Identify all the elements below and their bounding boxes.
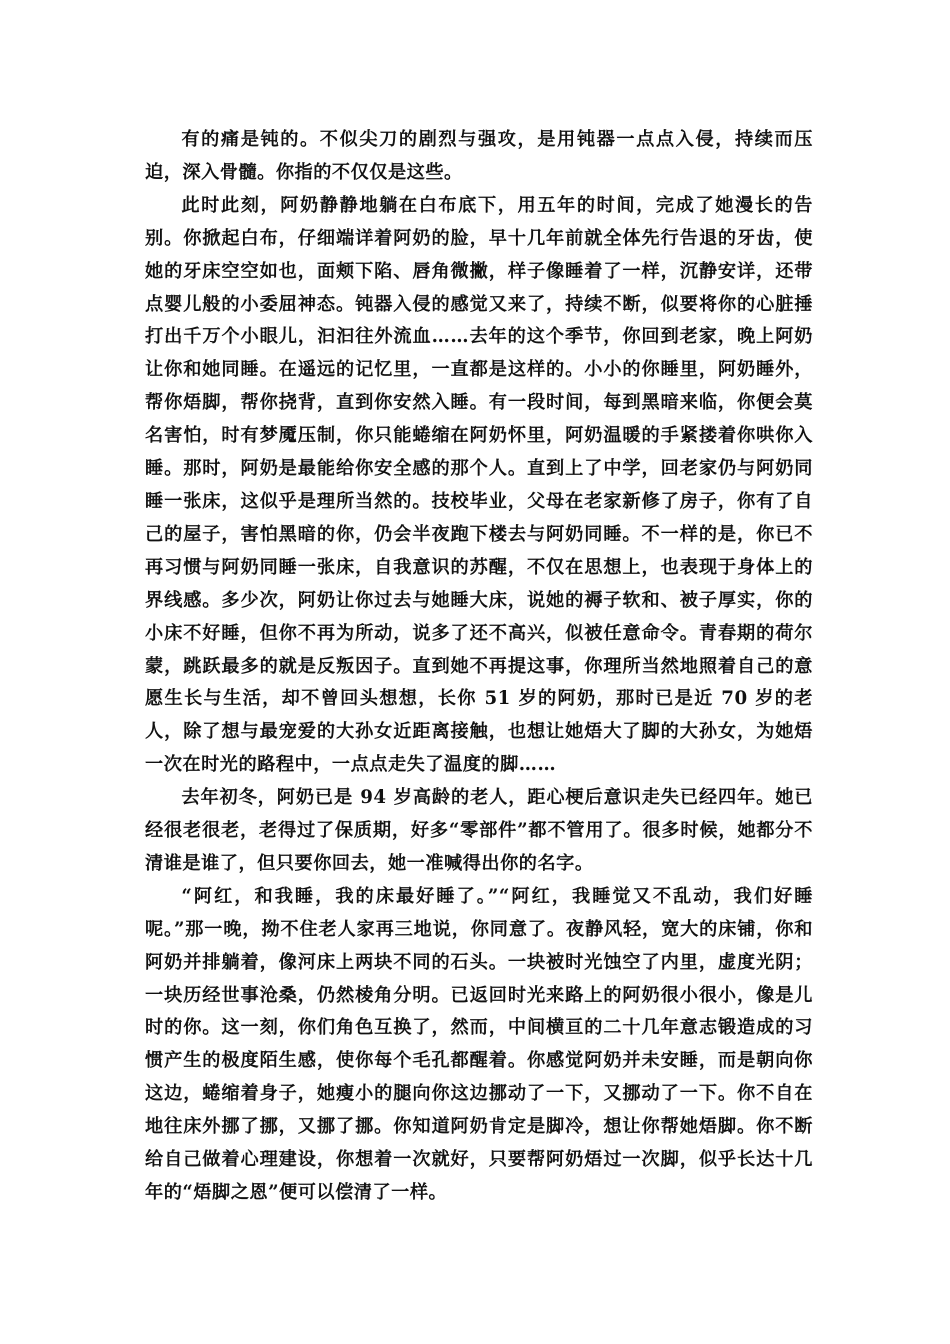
paragraph-4: “阿红，和我睡，我的床最好睡了。”“阿红，我睡觉又不乱动，我们好睡呢。”那一晚，拗不住老人家再三地说，你同意了。夜静风轻，宽大的床铺，你和阿奶并排躺着，像河床上两块不同的石头。一块被时光蚀空了内里，虚度光阴；一块历经世事沧桑，仍然棱角分明。已返回时光来路上的阿奶很小很小，像是儿时的你。这一刻，你们角色互换了，然而，中间横亘的二十几年意志锻造成的习惯产生的极度陌生感，使你每个毛孔都醒着。你感觉阿奶并未安睡，而是朝向你这边，蜷缩着身子，她瘦小的腿向你这边挪动了一下，又挪动了一下。你不自在地往床外挪了挪，又挪了挪。你知道阿奶肯定是脚冷，想让你帮她焐脚。你不断给自己做着心理建设，你想着一次就好，只要帮阿奶焐过一次脚，似乎长达十几年的“焐脚之恩”便可以偿清了一样。 [145, 885, 813, 1203]
paragraph-1: 有的痛是钝的。不似尖刀的剧烈与强攻，是用钝器一点点入侵，持续而压迫，深入骨髓。你指的不仅仅是这些。 [145, 129, 813, 183]
paragraph-2: 此时此刻，阿奶静静地躺在白布底下，用五年的时间，完成了她漫长的告别。你掀起白布，仔细端详着阿奶的脸，早十几年前就全体先行告退的牙齿，使她的牙床空空如也，面颊下陷、唇角微撇，样子像睡着了一样，沉静安详，还带点婴儿般的小委屈神态。钝器入侵的感觉又来了，持续不断，似要将你的心脏捶打出千万个小眼儿，汩汩往外流血……去年的这个季节，你回到老家，晚上阿奶让你和她同睡。在遥远的记忆里，一直都是这样的。小小的你睡里，阿奶睡外，帮你焐脚，帮你挠背，直到你安然入睡。有一段时间，每到黑暗来临，你便会莫名害怕，时有梦魇压制，你只能蜷缩在阿奶怀里，阿奶温暖的手紧搂着你哄你入睡。那时，阿奶是最能给你安全感的那个人。直到上了中学，回老家仍与阿奶同睡一张床，这似乎是理所当然的。技校毕业，父母在老家新修了房子，你有了自己的屋子，害怕黑暗的你，仍会半夜跑下楼去与阿奶同睡。不一样的是，你已不再习惯与阿奶同睡一张床，自我意识的苏醒，不仅在思想上，也表现于身体上的界线感。多少次，阿奶让你过去与她睡大床，说她的褥子软和、被子厚实，你的小床不好睡，但你不再为所动，说多了还不高兴，似被任意命令。青春期的荷尔蒙，跳跃最多的就是反叛因子。直到她不再提这事，你理所当然地照着自己的意愿生长与生活，却不曾回头想想，长你 51 岁的阿奶，那时已是近 70 岁的老人，除了想与最宠爱的大孙女近距离接触，也想让她焐大了脚的大孙女，为她焐一次在时光的路程中，一点点走失了温度的脚…… [145, 194, 813, 776]
document-page [145, 124, 813, 1210]
paragraph-3: 去年初冬，阿奶已是 94 岁高龄的老人，距心梗后意识走失已经四年。她已经很老很老，老得过了保质期，好多“零部件”都不管用了。很多时候，她都分不清谁是谁了，但只要你回去，她一准喊得出你的名字。 [145, 787, 813, 874]
